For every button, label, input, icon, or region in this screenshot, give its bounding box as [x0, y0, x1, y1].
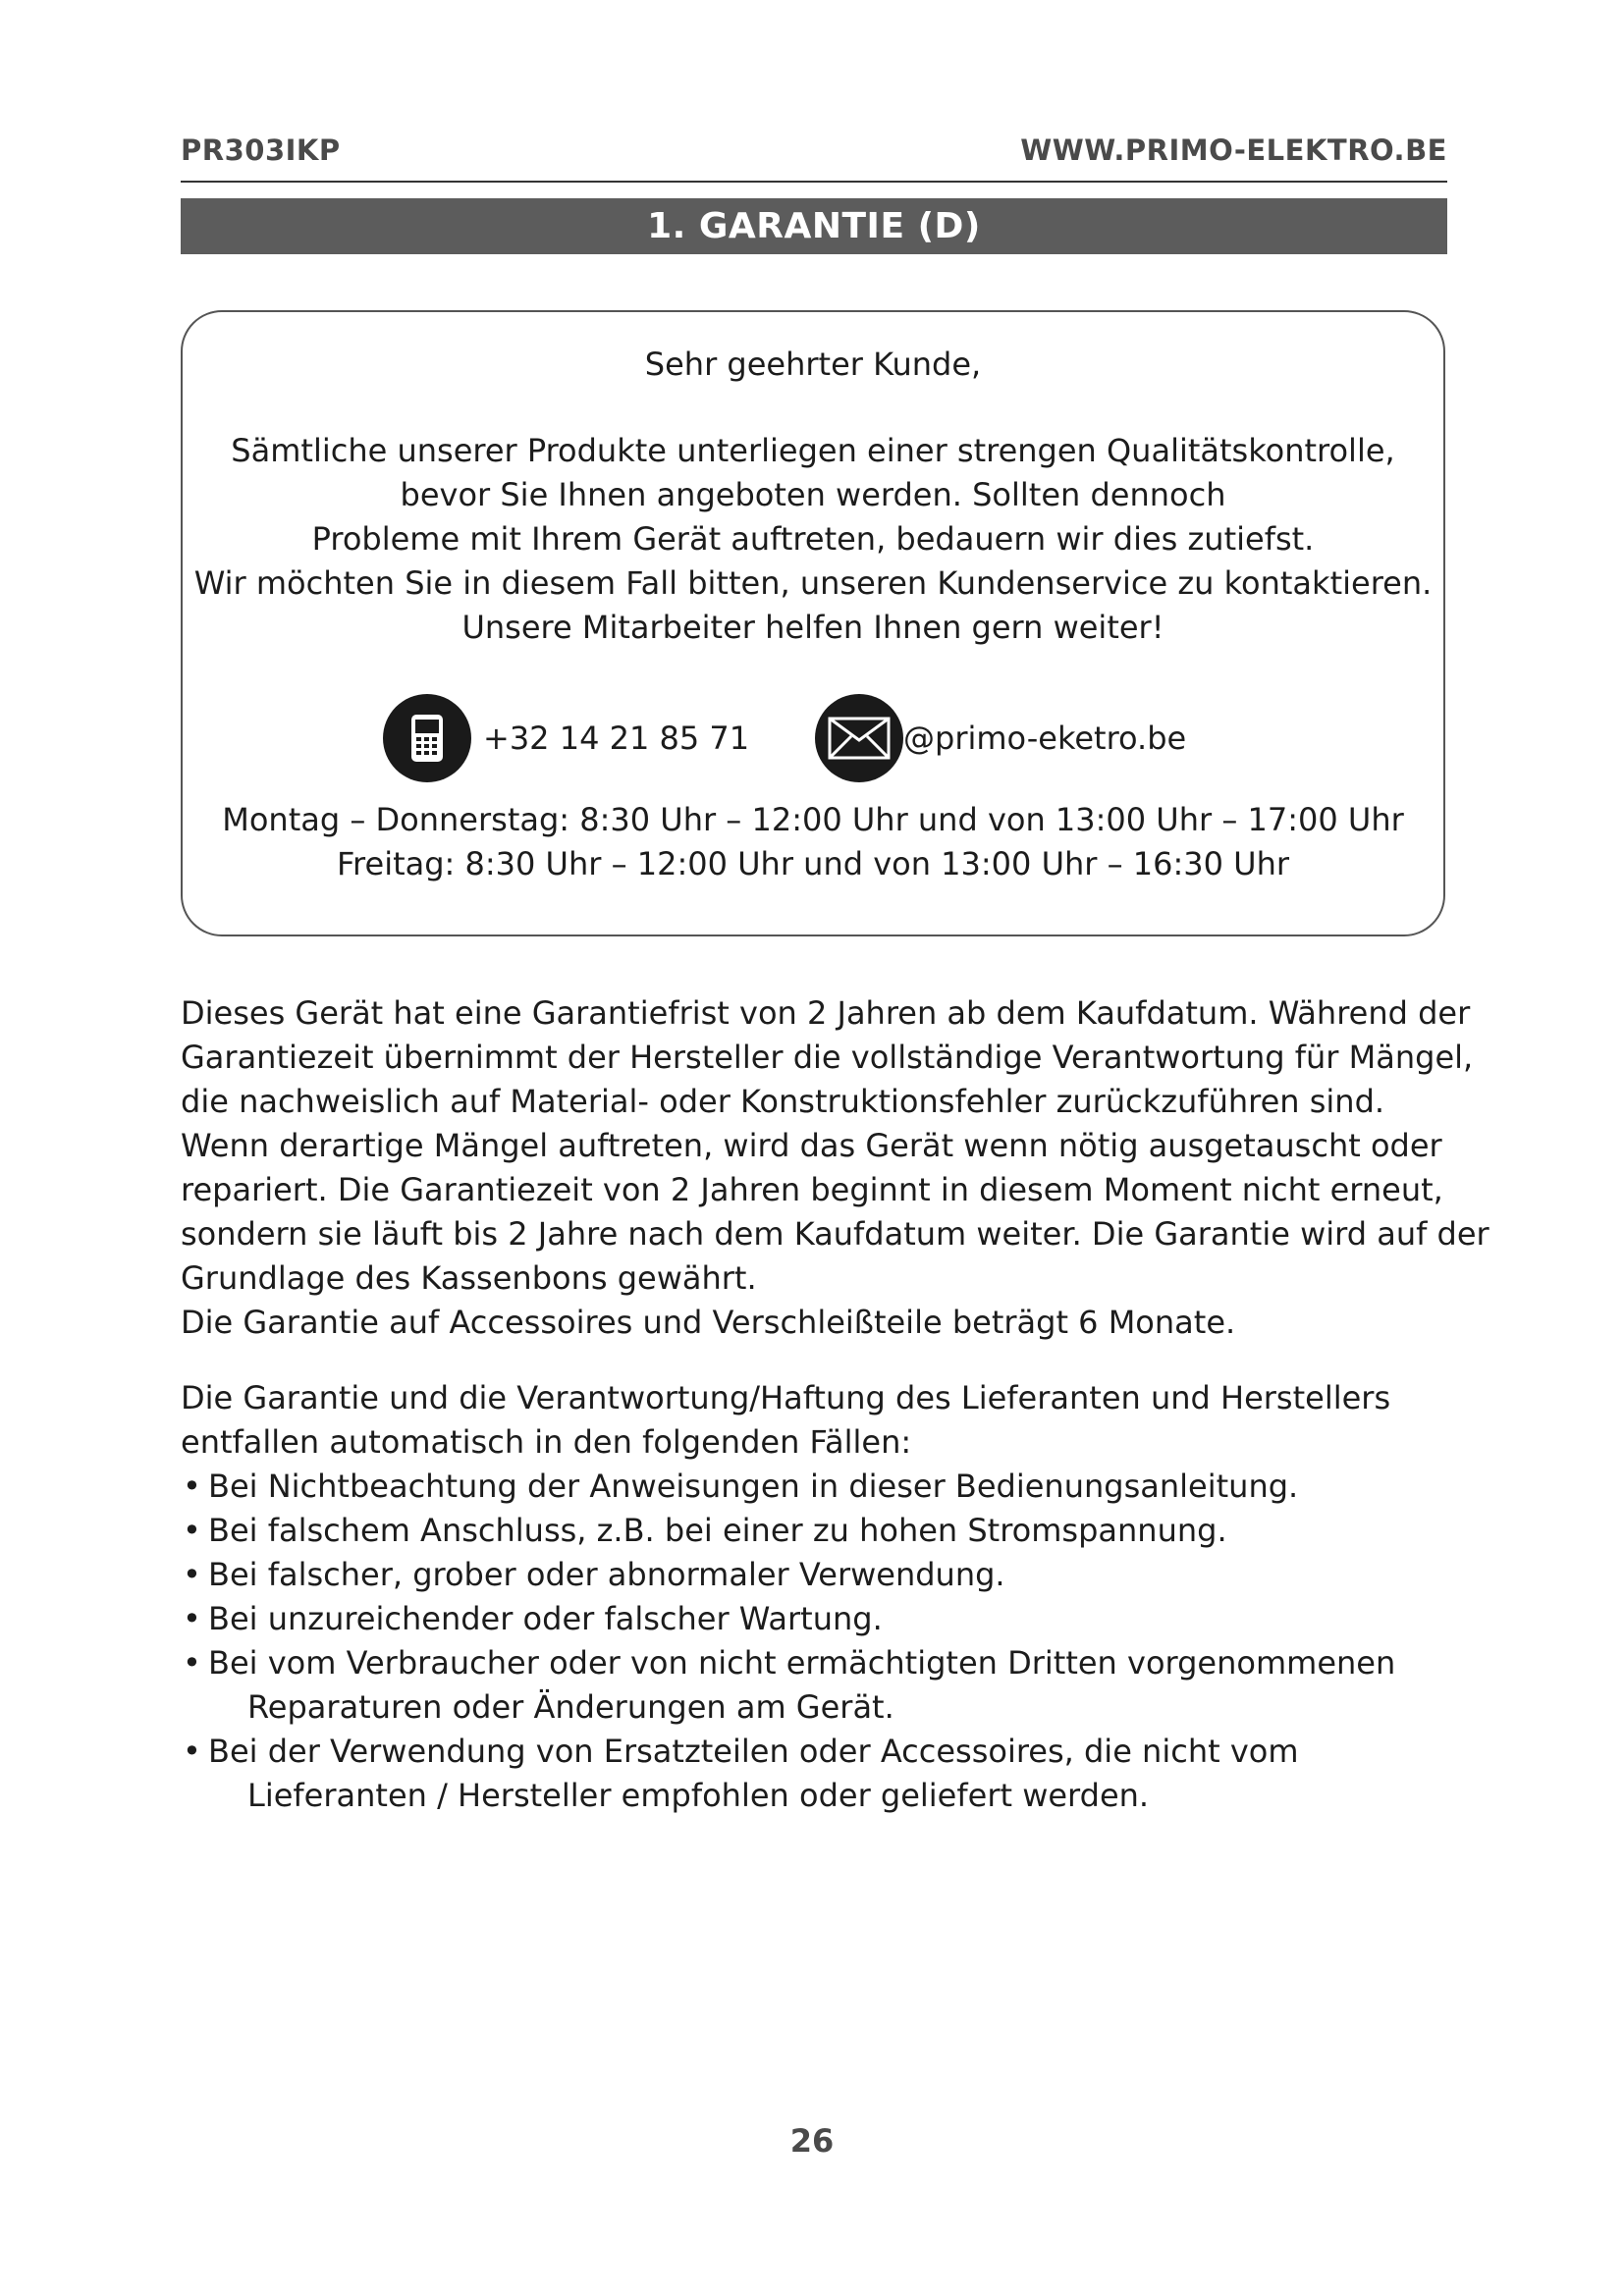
exclusions-intro [181, 1376, 1457, 1465]
greeting: Sehr geehrter Kunde, [644, 346, 982, 383]
email-contact [815, 691, 1186, 785]
list-item [181, 1730, 1457, 1818]
bullet-icon: • [183, 1468, 201, 1505]
phone-icon [383, 694, 471, 782]
section-title: 1. GARANTIE (D) [647, 206, 981, 246]
text-line: entfallen automatisch in den folgenden Fällen: [181, 1423, 912, 1461]
list-item [181, 1509, 1457, 1553]
text-line: repariert. Die Garantiezeit von 2 Jahren beginnt in diesem Moment nicht erneut, [181, 1171, 1443, 1208]
envelope-icon [815, 694, 903, 782]
bullet-icon: • [183, 1556, 201, 1593]
list-item-text: Reparaturen oder Änderungen am Gerät. [247, 1688, 894, 1726]
list-item [181, 1641, 1457, 1730]
list-item-text: Bei der Verwendung von Ersatzteilen oder Accessoires, die nicht vom [208, 1733, 1299, 1770]
list-item-text: Bei falschem Anschluss, z.B. bei einer zu hohen Stromspannung. [208, 1512, 1227, 1549]
hours-line: Montag – Donnerstag: 8:30 Uhr – 12:00 Uhr und von 13:00 Uhr – 17:00 Uhr [222, 801, 1404, 838]
text-line: die nachweislich auf Material- oder Konstruktionsfehler zurückzuführen sind. [181, 1083, 1385, 1120]
intro-line: Unsere Mitarbeiter helfen Ihnen gern weiter! [461, 609, 1164, 646]
list-item-text: Bei vom Verbraucher oder von nicht ermächtigten Dritten vorgenommenen [208, 1644, 1396, 1682]
model-number: PR303IKP [181, 133, 341, 167]
list-item [181, 1553, 1457, 1597]
bullet-icon: • [183, 1512, 201, 1549]
intro-line: bevor Sie Ihnen angeboten werden. Sollten dennoch [400, 476, 1226, 513]
text-line: Grundlage des Kassenbons gewährt. [181, 1259, 757, 1297]
page-number: 26 [789, 2122, 835, 2160]
paragraph-text [181, 991, 1489, 1345]
text-line: Die Garantie auf Accessoires und Verschleißteile beträgt 6 Monate. [181, 1304, 1236, 1341]
list-item-text: Lieferanten / Hersteller empfohlen oder geliefert werden. [247, 1777, 1150, 1814]
text-line: Garantiezeit übernimmt der Hersteller die vollständige Verantwortung für Mängel, [181, 1039, 1474, 1076]
hours-line: Freitag: 8:30 Uhr – 12:00 Uhr und von 13:00 Uhr – 16:30 Uhr [336, 845, 1290, 882]
website-url: WWW.PRIMO-ELEKTRO.BE [1020, 133, 1447, 167]
email-address: @primo-eketro.be [903, 720, 1187, 757]
warranty-paragraph [181, 991, 1489, 1345]
phone-number: +32 14 21 85 71 [483, 720, 750, 757]
list-item-text: Bei unzureichender oder falscher Wartung. [208, 1600, 883, 1637]
intro-line: Probleme mit Ihrem Gerät auftreten, bedauern wir dies zutiefst. [311, 520, 1315, 558]
intro-line: Sämtliche unserer Produkte unterliegen einer strengen Qualitätskontrolle, [231, 432, 1395, 469]
page-header [181, 133, 1447, 183]
paragraph-text [181, 1376, 1457, 1465]
bullet-icon: • [183, 1733, 201, 1770]
contact-row [183, 691, 1443, 785]
text-line: Wenn derartige Mängel auftreten, wird das Gerät wenn nötig ausgetauscht oder [181, 1127, 1442, 1164]
section-title-bar [181, 198, 1447, 254]
exclusions-list [181, 1465, 1457, 1818]
intro-line: Wir möchten Sie in diesem Fall bitten, unseren Kundenservice zu kontaktieren. [193, 564, 1433, 602]
bullet-icon: • [183, 1600, 201, 1637]
list-item-text: Bei falscher, grober oder abnormaler Verwendung. [208, 1556, 1005, 1593]
text-line: sondern sie läuft bis 2 Jahre nach dem Kaufdatum weiter. Die Garantie wird auf der [181, 1215, 1489, 1253]
text-line: Dieses Gerät hat eine Garantiefrist von 2 Jahren ab dem Kaufdatum. Während der [181, 994, 1471, 1032]
text-line: Die Garantie und die Verantwortung/Haftung des Lieferanten und Herstellers [181, 1379, 1391, 1416]
list-item [181, 1597, 1457, 1641]
list-item-text: Bei Nichtbeachtung der Anweisungen in dieser Bedienungsanleitung. [208, 1468, 1299, 1505]
phone-contact [383, 691, 749, 785]
bullet-icon: • [183, 1644, 201, 1682]
list-item [181, 1465, 1457, 1509]
customer-service-box [181, 310, 1445, 936]
